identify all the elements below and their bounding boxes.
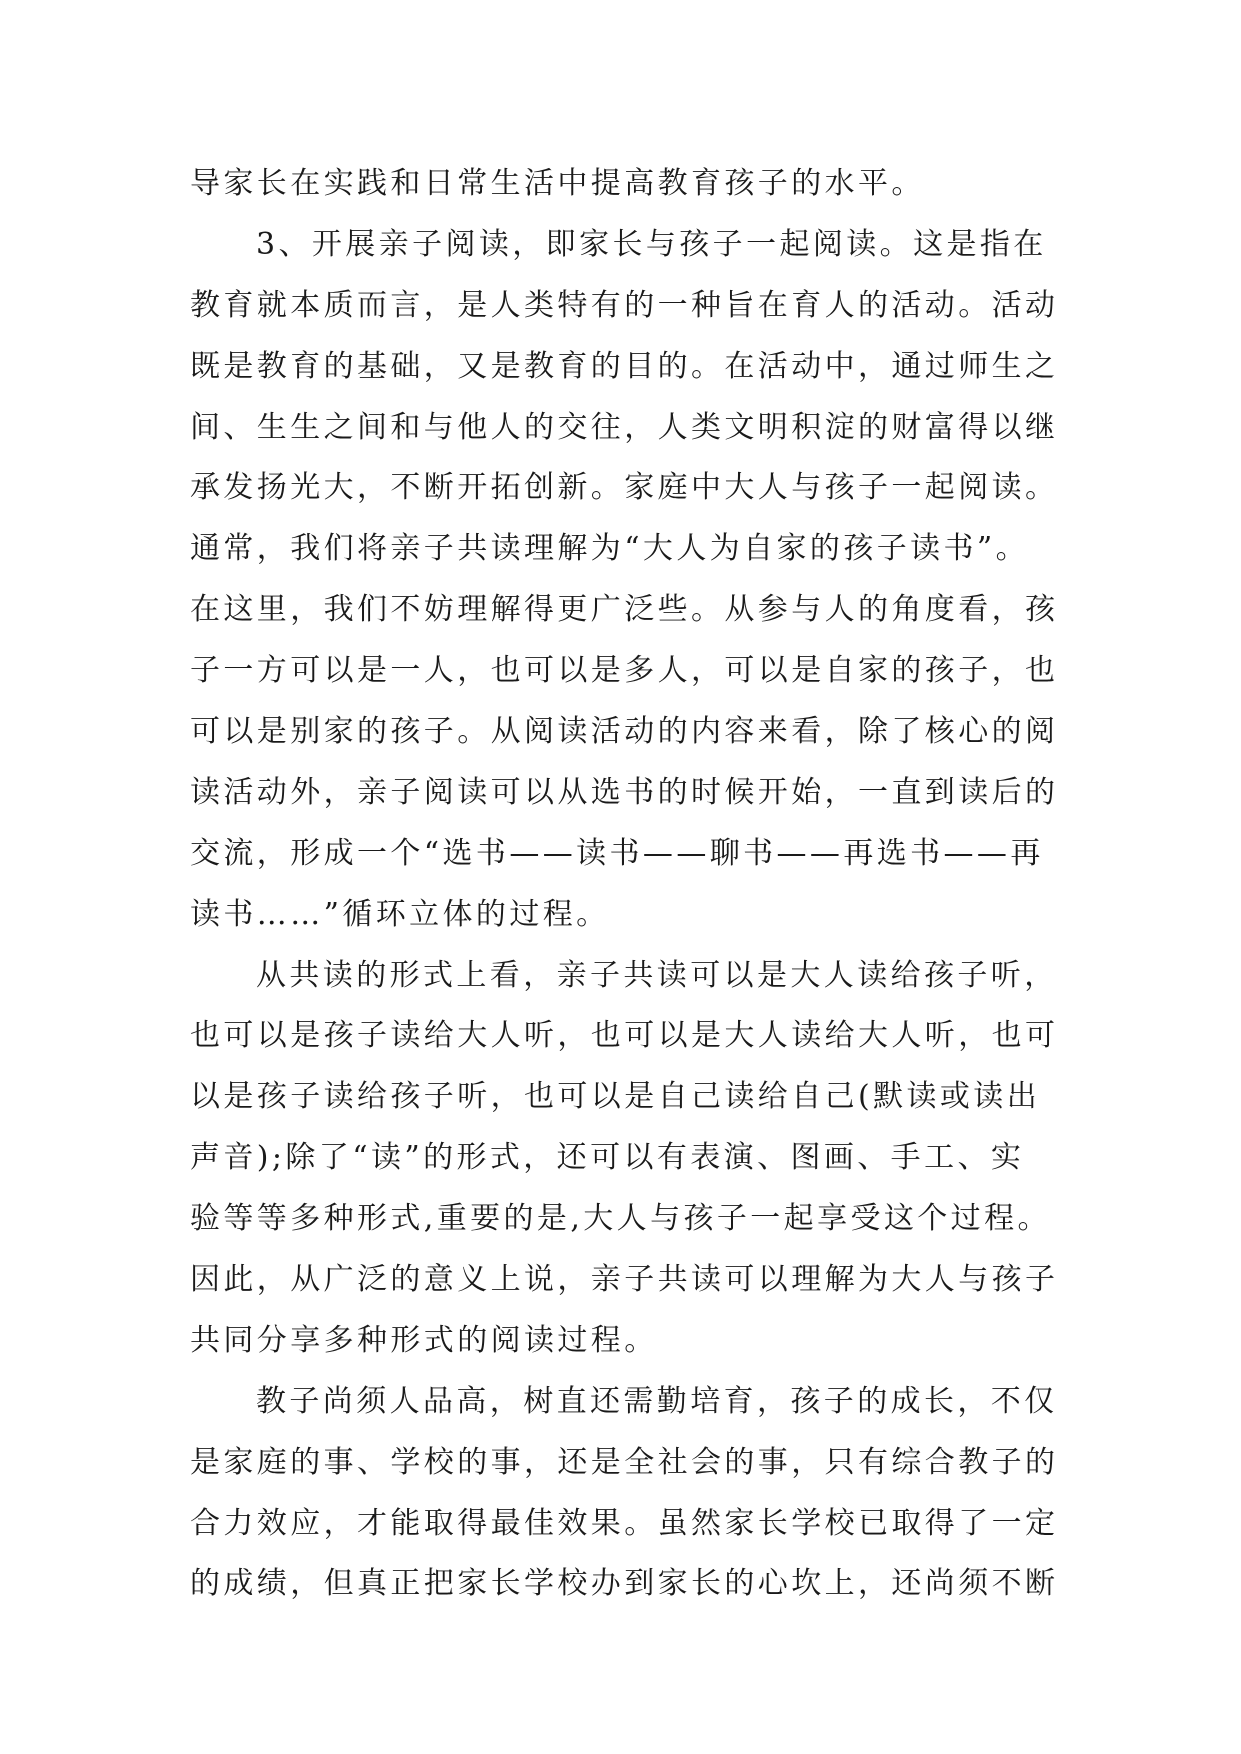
text-line: 间、生生之间和与他人的交往，人类文明积淀的财富得以继 [190, 409, 1059, 445]
text-line: 声音);除了“读”的形式，还可以有表演、图画、手工、实 [190, 1140, 1025, 1176]
text-line: 从共读的形式上看，亲子共读可以是大人读给孩子听， [256, 957, 1058, 993]
text-line: 既是教育的基础，又是教育的目的。在活动中，通过师生之 [190, 348, 1059, 384]
text-line: 合力效应，才能取得最佳效果。虽然家长学校已取得了一定 [190, 1505, 1059, 1541]
text-line: 通常，我们将亲子共读理解为“大人为自家的孩子读书”。 [190, 531, 1030, 567]
text-line: 是家庭的事、学校的事，还是全社会的事，只有综合教子的 [190, 1444, 1059, 1480]
text-line: 承发扬光大，不断开拓创新。家庭中大人与孩子一起阅读。 [190, 470, 1059, 506]
text-line: 的成绩，但真正把家长学校办到家长的心坎上，还尚须不断 [190, 1566, 1059, 1602]
text-line: 验等等多种形式,重要的是,大人与孩子一起享受这个过程。 [190, 1201, 1051, 1237]
text-line: 在这里，我们不妨理解得更广泛些。从参与人的角度看，孩 [190, 592, 1059, 628]
text-line: 教育就本质而言，是人类特有的一种旨在育人的活动。活动 [190, 287, 1059, 323]
text-line: 可以是别家的孩子。从阅读活动的内容来看，除了核心的阅 [190, 714, 1059, 750]
text-line: 导家长在实践和日常生活中提高教育孩子的水平。 [190, 166, 925, 201]
text-line: 交流，形成一个“选书——读书——聊书——再选书——再 [190, 835, 1044, 871]
text-line: 读书……”循环立体的过程。 [190, 896, 610, 932]
text-line: 因此，从广泛的意义上说，亲子共读可以理解为大人与孩子 [190, 1262, 1059, 1298]
text-line: 3、开展亲子阅读，即家长与孩子一起阅读。这是指在 [256, 226, 1047, 262]
text-line: 读活动外，亲子阅读可以从选书的时候开始，一直到读后的 [190, 774, 1059, 810]
text-line: 也可以是孩子读给大人听，也可以是大人读给大人听，也可 [190, 1018, 1059, 1054]
text-line: 以是孩子读给孩子听，也可以是自己读给自己(默读或读出 [190, 1079, 1041, 1115]
body-text [190, 154, 1059, 1615]
text-line: 共同分享多种形式的阅读过程。 [190, 1322, 658, 1358]
text-line: 教子尚须人品高，树直还需勤培育，孩子的成长，不仅 [256, 1383, 1058, 1419]
text-line: 子一方可以是一人，也可以是多人，可以是自家的孩子，也 [190, 653, 1059, 689]
